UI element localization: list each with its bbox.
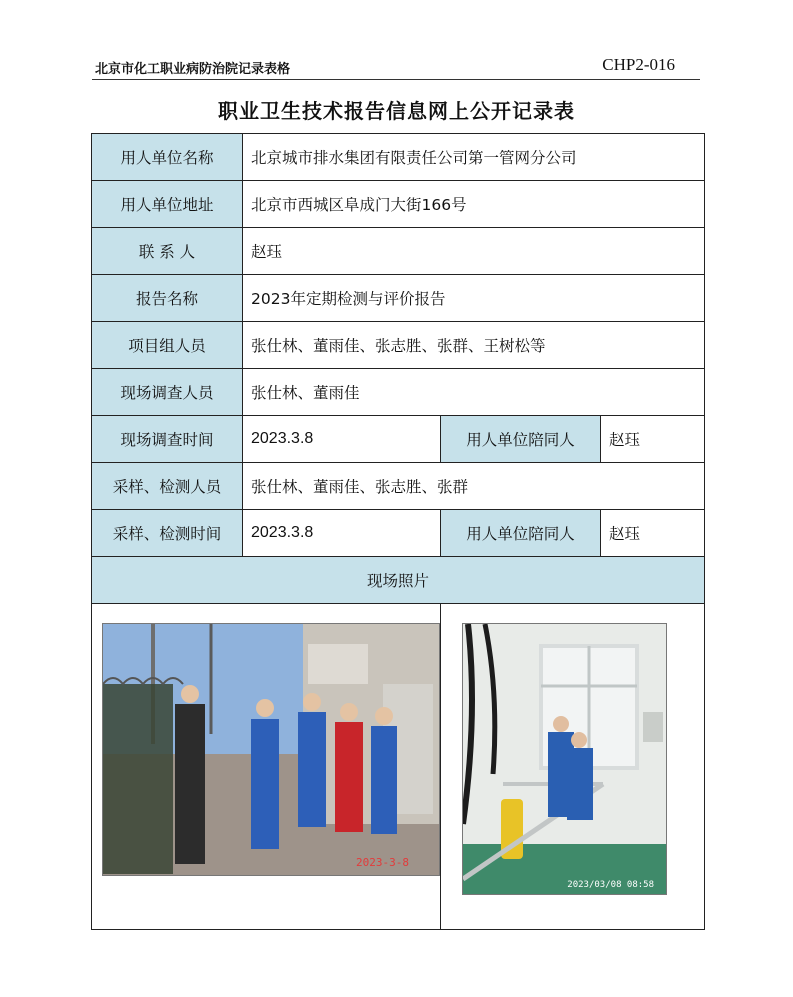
row-unit-name: [92, 134, 705, 181]
value-sampling-companion: 赵珏: [601, 510, 705, 557]
row-photos: [92, 604, 705, 930]
label-unit-name: 用人单位名称: [92, 134, 243, 181]
row-survey-time: [92, 416, 705, 463]
value-unit-name: 北京城市排水集团有限责任公司第一管网分公司: [243, 134, 705, 181]
row-sampling-time: [92, 510, 705, 557]
label-unit-address: 用人单位地址: [92, 181, 243, 228]
outdoor-scene-graphic: [103, 624, 439, 875]
header-divider: [92, 79, 700, 80]
value-report-name: 2023年定期检测与评价报告: [243, 275, 705, 322]
value-sampling-time: 2023.3.8: [243, 510, 441, 557]
label-survey-companion: 用人单位陪同人: [441, 416, 601, 463]
value-unit-address: 北京市西城区阜成门大街166号: [243, 181, 705, 228]
value-sampling-staff: 张仕林、董雨佳、张志胜、张群: [243, 463, 705, 510]
value-survey-companion: 赵珏: [601, 416, 705, 463]
record-table: [91, 133, 705, 930]
value-survey-time: 2023.3.8: [243, 416, 441, 463]
value-contact: 赵珏: [243, 228, 705, 275]
row-survey-staff: [92, 369, 705, 416]
label-report-name: 报告名称: [92, 275, 243, 322]
indoor-scene-graphic: [463, 624, 666, 894]
value-survey-staff: 张仕林、董雨佳: [243, 369, 705, 416]
row-unit-address: [92, 181, 705, 228]
label-sampling-time: 采样、检测时间: [92, 510, 243, 557]
photo-timestamp-right: 2023/03/08 08:58: [567, 880, 654, 890]
photo-date-stamp-left: 2023-3-8: [356, 856, 409, 869]
row-sampling-staff: [92, 463, 705, 510]
label-site-photos: 现场照片: [92, 557, 705, 604]
row-report-name: [92, 275, 705, 322]
label-survey-staff: 现场调查人员: [92, 369, 243, 416]
document-title: 职业卫生技术报告信息网上公开记录表: [218, 99, 575, 123]
label-sampling-staff: 采样、检测人员: [92, 463, 243, 510]
row-contact: [92, 228, 705, 275]
header-org: 北京市化工职业病防治院记录表格: [95, 62, 291, 77]
label-sampling-companion: 用人单位陪同人: [441, 510, 601, 557]
site-photo-indoor: [462, 623, 667, 895]
label-contact: 联 系 人: [92, 228, 243, 275]
form-code: CHP2-016: [602, 55, 675, 74]
row-team: [92, 322, 705, 369]
label-survey-time: 现场调查时间: [92, 416, 243, 463]
value-team: 张仕林、董雨佳、张志胜、张群、王树松等: [243, 322, 705, 369]
photo-cell-left: [92, 604, 441, 930]
site-photo-outdoor: [102, 623, 440, 876]
row-photo-heading: [92, 557, 705, 604]
photo-cell-right: [441, 604, 705, 930]
label-team: 项目组人员: [92, 322, 243, 369]
